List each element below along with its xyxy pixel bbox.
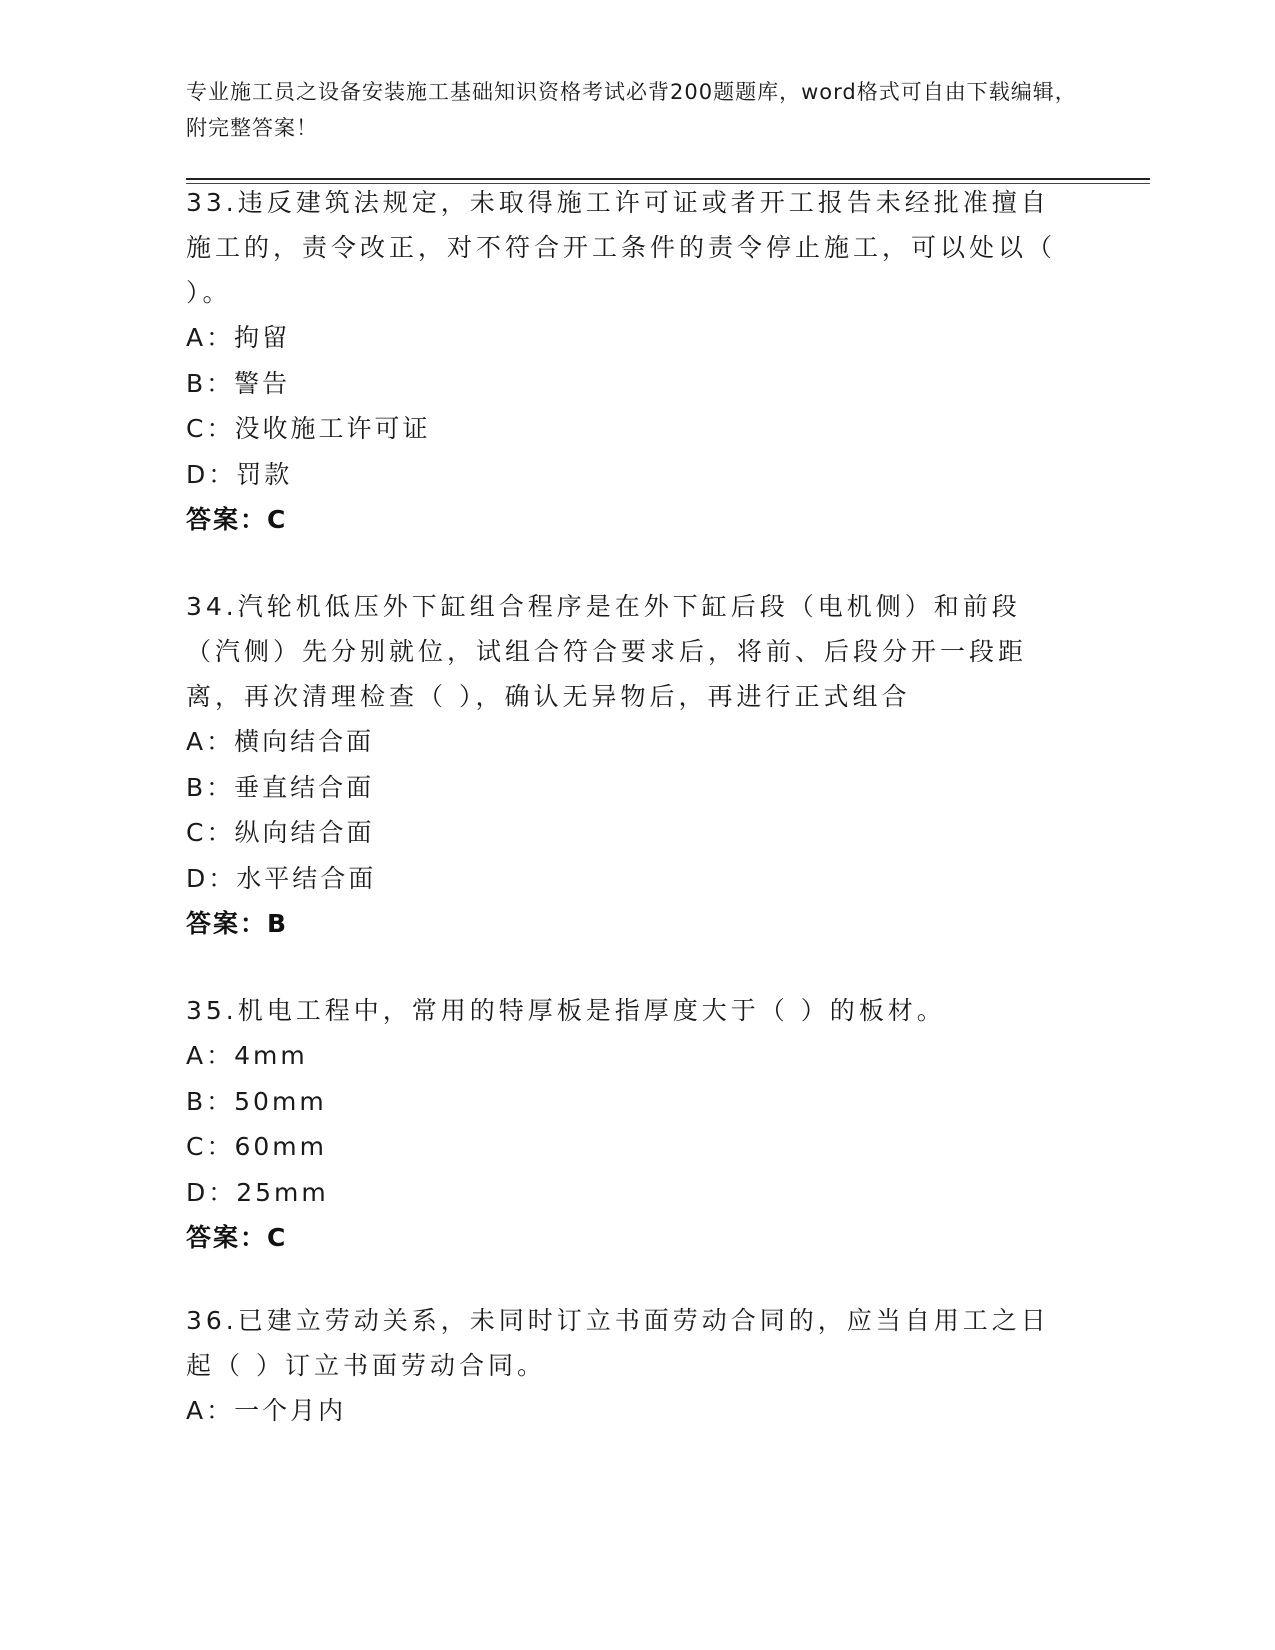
option-a: A：4mm bbox=[186, 1041, 308, 1070]
option-d: D：25mm bbox=[186, 1177, 329, 1207]
option-a: A：横向结合面 bbox=[186, 727, 375, 756]
answer-label: 答案：C bbox=[186, 505, 288, 534]
question-35 bbox=[186, 988, 1066, 1261]
question-text: 36.已建立劳动关系，未同时订立书面劳动合同的，应当自用工之日起（ ）订立书面劳动合同。 bbox=[186, 1306, 1050, 1380]
option-c: C：60mm bbox=[186, 1132, 327, 1161]
option-c: C：纵向结合面 bbox=[186, 818, 375, 847]
question-text: 33.违反建筑法规定，未取得施工许可证或者开工报告未经批准擅自施工的，责令改正，对不符合开工条件的责令停止施工，可以处以（ ）。 bbox=[186, 188, 1057, 307]
question-text: 34.汽轮机低压外下缸组合程序是在外下缸后段（电机侧）和前段（汽侧）先分别就位，试组合符合要求后，将前、后段分开一段距离，再次清理检查（ ），确认无异物后，再进行正式组合 bbox=[186, 592, 1028, 711]
question-36 bbox=[186, 1298, 1066, 1434]
option-d: D：罚款 bbox=[186, 459, 293, 489]
answer-label: 答案：B bbox=[186, 909, 289, 938]
option-b: B：警告 bbox=[186, 368, 291, 398]
option-d: D：水平结合面 bbox=[186, 863, 377, 893]
option-c: C：没收施工许可证 bbox=[186, 414, 431, 443]
document-header: 专业施工员之设备安装施工基础知识资格考试必背200题题库，word格式可自由下载编辑，附完整答案！ bbox=[186, 80, 1077, 140]
question-34 bbox=[186, 584, 1066, 947]
question-33 bbox=[186, 180, 1066, 543]
answer-label: 答案：C bbox=[186, 1223, 288, 1252]
option-a: A：拘留 bbox=[186, 323, 291, 352]
question-text: 35.机电工程中，常用的特厚板是指厚度大于（ ）的板材。 bbox=[186, 996, 946, 1025]
option-b: B：垂直结合面 bbox=[186, 772, 375, 802]
option-a: A：一个月内 bbox=[186, 1396, 347, 1425]
option-b: B：50mm bbox=[186, 1086, 327, 1116]
